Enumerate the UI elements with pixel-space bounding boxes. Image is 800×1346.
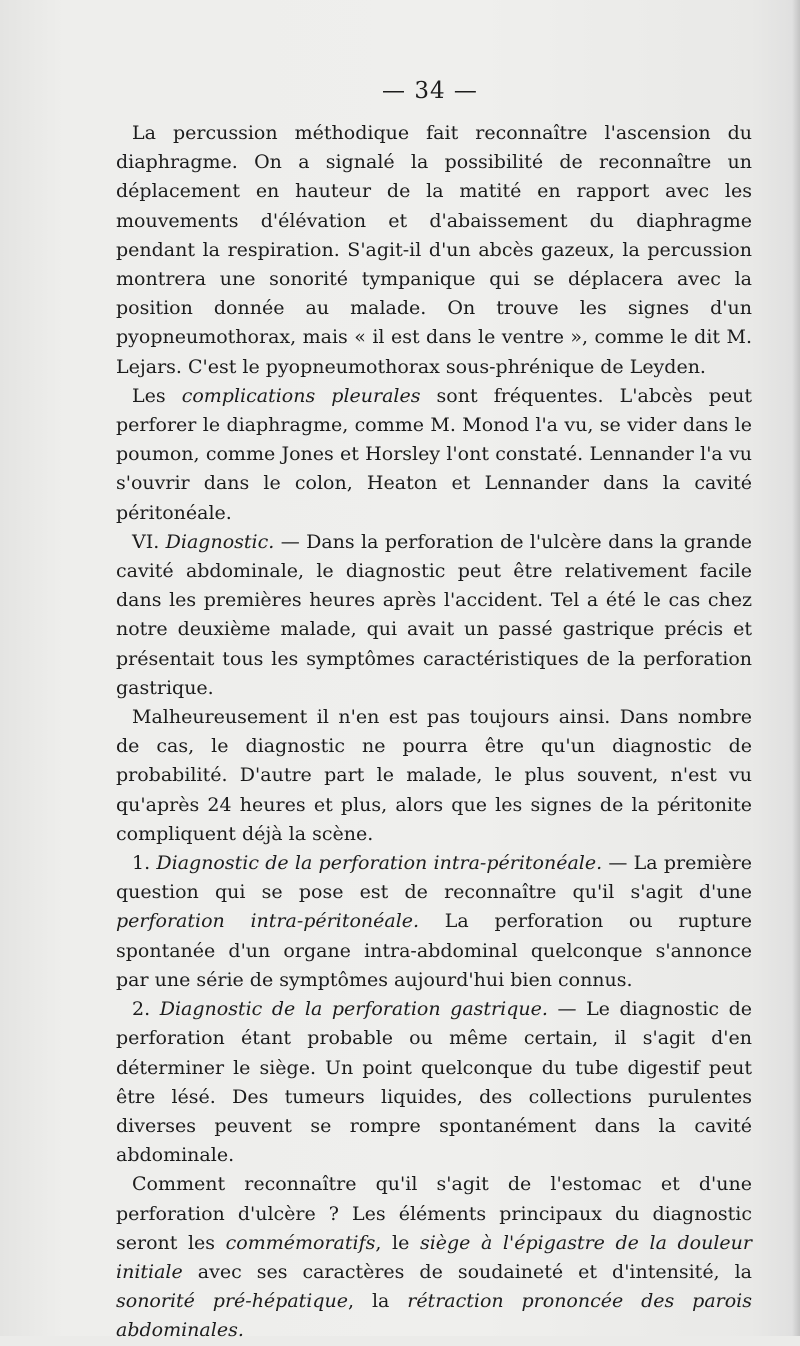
italic-phrase: Diagnostic de la perforation intra-péritonéale. xyxy=(156,852,603,875)
paragraph-malheureusement xyxy=(116,703,752,849)
text-run: Les xyxy=(132,384,182,407)
paragraph-complications xyxy=(116,382,752,528)
italic-phrase: complications pleurales xyxy=(181,384,421,407)
text-run: Comment reconnaître qu'il s'agit de l'estomac et d'une perforation d'ulcère ? Les éléments principaux du diagnostic seront les xyxy=(116,1173,752,1254)
paragraph-perforation-intraperitoneale xyxy=(116,849,752,995)
text-run: — La première question qui se pose est de reconnaître qu'il s'agit d'une xyxy=(116,852,752,904)
text-run: 2. xyxy=(132,998,160,1021)
italic-phrase: rétraction prononcée des parois abdominales. xyxy=(116,1290,752,1342)
italic-phrase: Diagnostic. xyxy=(165,530,275,553)
text-run: avec ses caractères de soudaineté et d'intensité, la xyxy=(182,1260,752,1283)
text-run: — Le diagnostic de perforation étant probable ou même certain, il s'agit d'en déterminer le siège. Un point quelconque du tube digestif peut être lésé. Des tumeurs liquides, des collections purulentes diverses peuvent se rompre spontanément dans la cavité abdominale. xyxy=(116,998,753,1167)
text-run: , la xyxy=(348,1290,408,1313)
italic-phrase: Diagnostic de la perforation gastrique. xyxy=(159,998,548,1021)
text-run: — Dans la perforation de l'ulcère dans la grande cavité abdominale, le diagnostic peut être relativement facile dans les premières heures après l'accident. Tel a été le cas chez notre deuxième malade, qui avait un passé gastrique précis et présentait tous les symptômes caractéristiques de la perforation gastrique. xyxy=(116,530,752,699)
italic-phrase: sonorité pré-hépatique xyxy=(116,1290,349,1313)
paragraph-comment-reconnaitre xyxy=(116,1170,752,1345)
page-edge-shadow xyxy=(792,0,800,1336)
text-run: sont fréquentes. L'abcès peut perforer le diaphragme, comme M. Monod l'a vu, se vider dans le poumon, comme Jones et Horsley l'ont constaté. Lennander l'a vu s'ouvrir dans le colon, Heaton et Lennander dans la cavité péritonéale. xyxy=(116,384,752,524)
paragraph-percussion xyxy=(116,119,752,382)
text-run: 1. xyxy=(132,852,157,875)
paragraph-diagnostic-intro xyxy=(116,528,752,703)
text-run: La percussion méthodique fait reconnaître l'ascension du diaphragme. On a signalé la possibilité de reconnaître un déplacement en hauteur de la matité en rapport avec les mouvements d'élévation et d'abaissement du diaphragme pendant la respiration. S'agit-il d'un abcès gazeux, la percussion montrera une sonorité tympanique qui se déplacera avec la position donnée au malade. On trouve les signes d'un pyopneumothorax, mais « il est dans le ventre », comme le dit M. Lejars. C'est le pyopneumothorax sous-phrénique de Leyden. xyxy=(116,122,752,378)
paragraph-perforation-gastrique xyxy=(116,995,752,1170)
italic-phrase: perforation intra-péritonéale. xyxy=(116,910,420,933)
body-text xyxy=(116,119,752,1346)
text-run: , le xyxy=(375,1231,420,1254)
italic-phrase: commémoratifs xyxy=(225,1231,376,1254)
italic-phrase: siège à l'épigastre de la douleur initiale xyxy=(116,1231,752,1283)
text-run: La perforation ou rupture spontanée d'un organe intra-abdominal quelconque s'annonce par une série de symptômes aujourd'hui bien connus. xyxy=(116,910,753,991)
text-run: Malheureusement il n'en est pas toujours ainsi. Dans nombre de cas, le diagnostic ne pourra être qu'un diagnostic de probabilité. D'autre part le malade, le plus souvent, n'est vu qu'après 24 heures et plus, alors que les signes de la péritonite compliquent déjà la scène. xyxy=(116,706,752,845)
text-run: VI. xyxy=(132,530,166,553)
page-number: — 34 — xyxy=(382,78,478,104)
